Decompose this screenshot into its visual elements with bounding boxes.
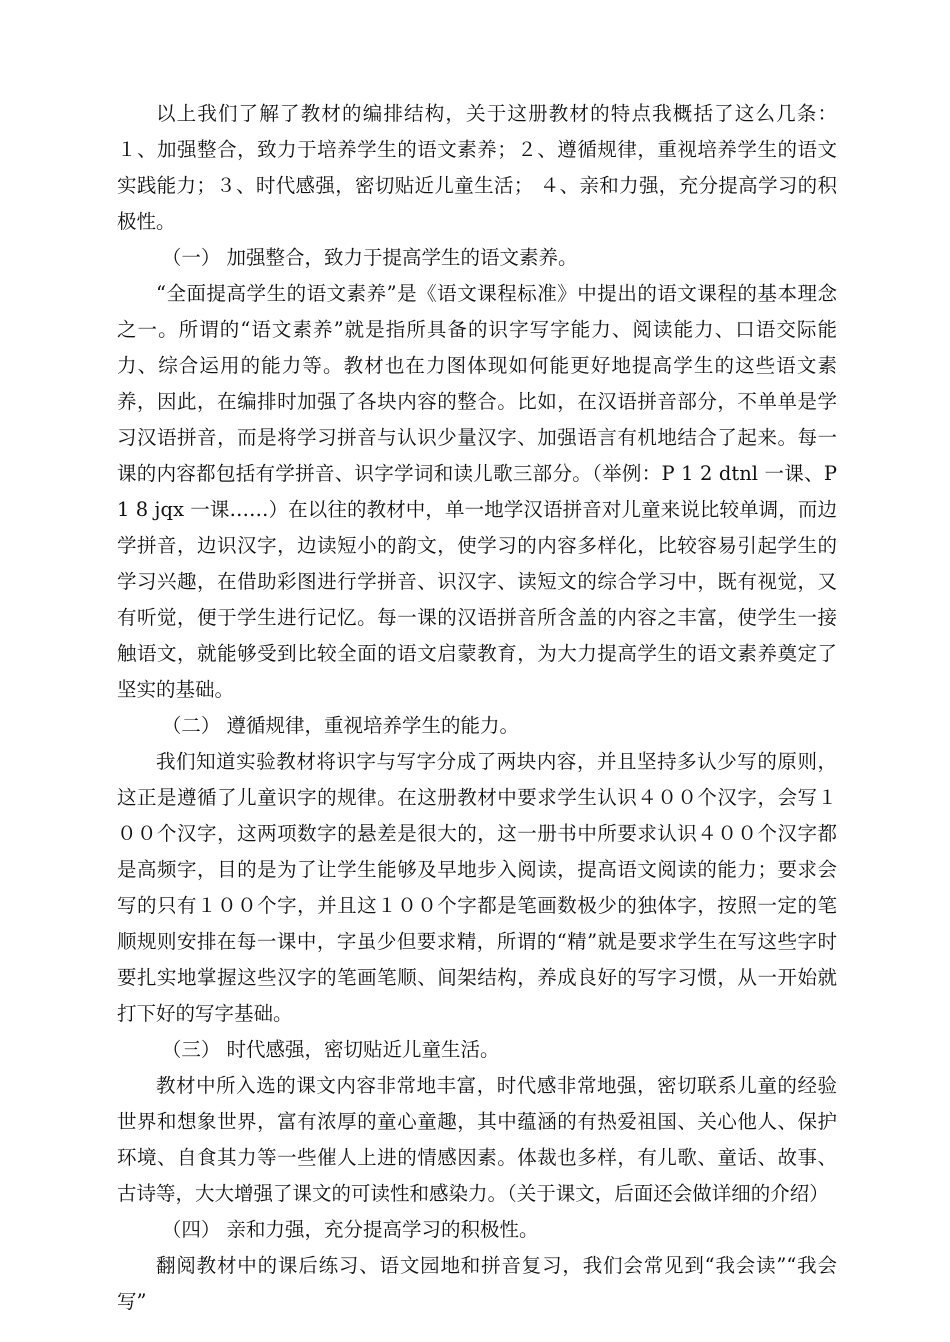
section-heading-4: （四） 亲和力强，充分提高学习的积极性。 — [161, 1218, 539, 1241]
section-4-paragraph: 翻阅教材中的课后练习、语文园地和拼音复习，我们会常见到“我会读”“我会写” — [117, 1254, 837, 1313]
section-heading-3: （三） 时代感强，密切贴近儿童生活。 — [161, 1038, 500, 1061]
section-heading-1: （一） 加强整合，致力于提高学生的语文素养。 — [161, 246, 578, 269]
section-3-paragraph: 教材中所入选的课文内容非常地丰富，时代感非常地强，密切联系儿童的经验世界和想象世界，富有浓厚的童心童趣，其中蕴涵的有热爱祖国、关心他人、保护环境、自食其力等一些催人上进的情感因素。体裁也多样，有儿歌、童话、故事、古诗等，大大增强了课文的可读性和感染力。（关于课文，后面还会做详细的介绍） — [117, 1074, 837, 1205]
section-heading-2: （二） 遵循规律，重视培养学生的能力。 — [161, 714, 520, 737]
section-1-paragraph: “全面提高学生的语文素养”是《语文课程标准》中提出的语文课程的基本理念之一。所谓的“语文素养”就是指所具备的识字写字能力、阅读能力、口语交际能力、综合运用的能力等。教材也在力图体现如何能更好地提高学生的这些语文素养，因此，在编排时加强了各块内容的整合。比如，在汉语拼音部分，不单单是学习汉语拼音，而是将学习拼音与认识少量汉字、加强语言有机地结合了起来。每一课的内容都包括有学拼音、识字学词和读儿歌三部分。（举例：P 1 2 dtnl 一课、P 1 8 jqx 一课……）在以往的教材中，单一地学汉语拼音对儿童来说比较单调，而边学拼音，边识汉字，边读短小的韵文，使学习的内容多样化，比较容易引起学生的学习兴趣，在借助彩图进行学拼音、识汉字、读短文的综合学习中，既有视觉，又有听觉，便于学生进行记忆。每一课的汉语拼音所含盖的内容之丰富，使学生一接触语文，就能够受到比较全面的语文启蒙教育，为大力提高学生的语文素养奠定了坚实的基础。 — [117, 282, 837, 701]
intro-paragraph: 以上我们了解了教材的编排结构，关于这册教材的特点我概括了这么几条：１、加强整合，致力于培养学生的语文素养；２、遵循规律，重视培养学生的语文实践能力；３、时代感强，密切贴近儿童生活； ４、亲和力强，充分提高学习的积极性。 — [117, 102, 837, 233]
section-2-paragraph: 我们知道实验教材将识字与写字分成了两块内容，并且坚持多认少写的原则，这正是遵循了儿童识字的规律。在这册教材中要求学生认识４００个汉字，会写１００个汉字，这两项数字的悬差是很大的，这一册书中所要求认识４００个汉字都是高频字，目的是为了让学生能够及早地步入阅读，提高语文阅读的能力；要求会写的只有１００个字，并且这１００个字都是笔画数极少的独体字，按照一定的笔顺规则安排在每一课中，字虽少但要求精，所谓的“精”就是要求学生在写这些字时要扎实地掌握这些汉字的笔画笔顺、间架结构，养成良好的写字习惯，从一开始就打下好的写字基础。 — [117, 750, 837, 1025]
document-page — [117, 96, 837, 1320]
